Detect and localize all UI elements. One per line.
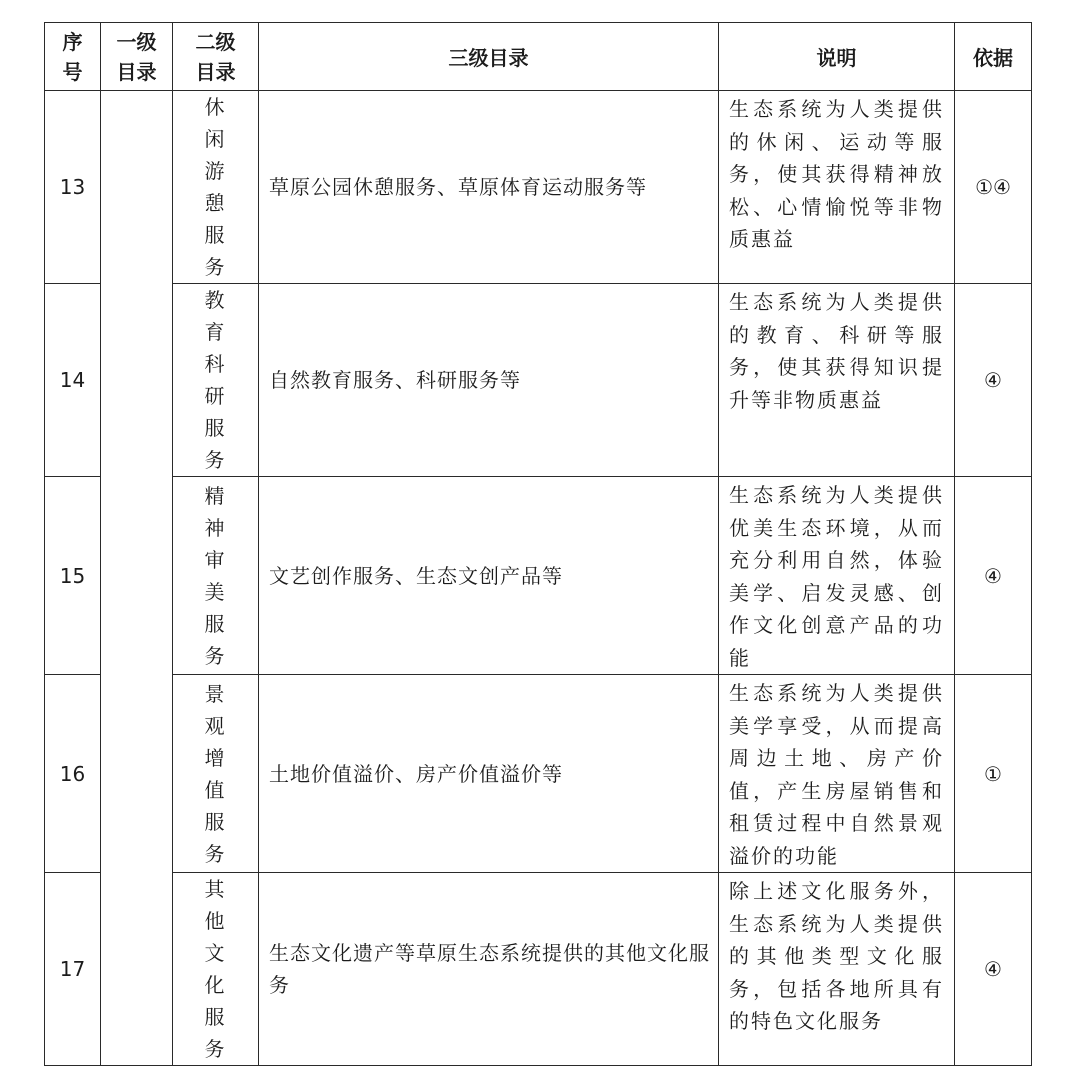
catalog-table bbox=[44, 22, 1032, 1066]
row-no: 16 bbox=[45, 675, 101, 873]
header-description: 说明 bbox=[719, 23, 955, 91]
level1-merged-cell bbox=[101, 91, 173, 1066]
row-level3: 草原公园休憩服务、草原体育运动服务等 bbox=[259, 91, 719, 284]
row-no: 17 bbox=[45, 873, 101, 1066]
row-level2: 精神审美服务 bbox=[173, 477, 259, 675]
row-no: 15 bbox=[45, 477, 101, 675]
row-level2: 教育科研服务 bbox=[173, 284, 259, 477]
row-level3: 生态文化遗产等草原生态系统提供的其他文化服务 bbox=[259, 873, 719, 1066]
header-basis: 依据 bbox=[955, 23, 1032, 91]
row-description: 生态系统为人类提供优美生态环境，从而充分利用自然，体验美学、启发灵感、创作文化创意产品的功能 bbox=[719, 477, 955, 675]
row-level3: 自然教育服务、科研服务等 bbox=[259, 284, 719, 477]
table-row bbox=[45, 284, 1032, 477]
row-basis: ④ bbox=[955, 477, 1032, 675]
row-description: 生态系统为人类提供的休闲、运动等服务，使其获得精神放松、心情愉悦等非物质惠益 bbox=[719, 91, 955, 284]
row-level2: 景观增值服务 bbox=[173, 675, 259, 873]
row-level2: 其他文化服务 bbox=[173, 873, 259, 1066]
row-level3: 土地价值溢价、房产价值溢价等 bbox=[259, 675, 719, 873]
header-level2: 二级目录 bbox=[173, 23, 259, 91]
row-description: 生态系统为人类提供的教育、科研等服务，使其获得知识提升等非物质惠益 bbox=[719, 284, 955, 477]
row-level2: 休闲游憩服务 bbox=[173, 91, 259, 284]
table-row bbox=[45, 873, 1032, 1066]
header-level1: 一级目录 bbox=[101, 23, 173, 91]
row-no: 14 bbox=[45, 284, 101, 477]
row-description: 生态系统为人类提供美学享受，从而提高周边土地、房产价值，产生房屋销售和租赁过程中自然景观溢价的功能 bbox=[719, 675, 955, 873]
row-basis: ①④ bbox=[955, 91, 1032, 284]
header-row bbox=[45, 23, 1032, 91]
table-row bbox=[45, 91, 1032, 284]
row-basis: ① bbox=[955, 675, 1032, 873]
header-no: 序号 bbox=[45, 23, 101, 91]
row-no: 13 bbox=[45, 91, 101, 284]
row-basis: ④ bbox=[955, 284, 1032, 477]
table-row bbox=[45, 675, 1032, 873]
row-description: 除上述文化服务外，生态系统为人类提供的其他类型文化服务，包括各地所具有的特色文化服务 bbox=[719, 873, 955, 1066]
row-level3: 文艺创作服务、生态文创产品等 bbox=[259, 477, 719, 675]
table-row bbox=[45, 477, 1032, 675]
row-basis: ④ bbox=[955, 873, 1032, 1066]
header-level3: 三级目录 bbox=[259, 23, 719, 91]
